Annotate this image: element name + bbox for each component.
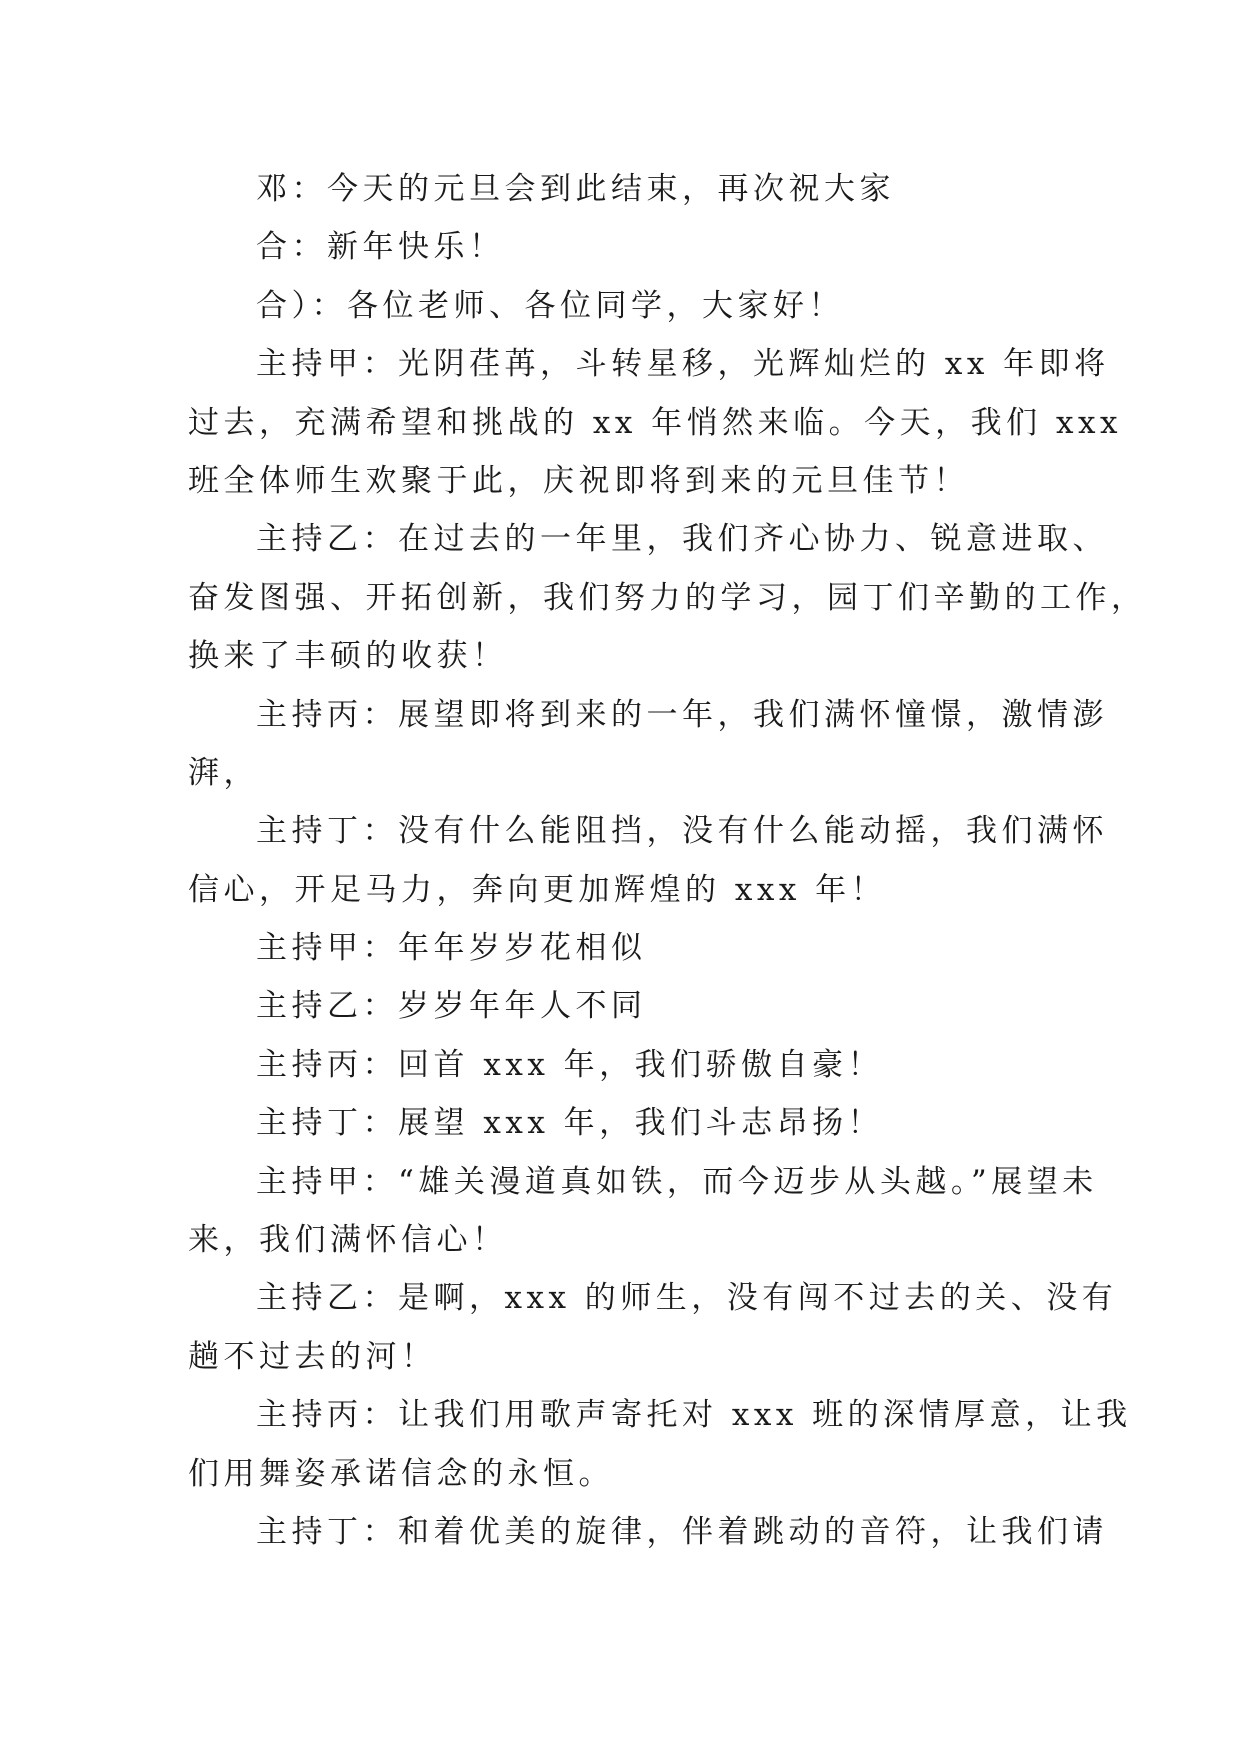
text-line: 趟不过去的河！ bbox=[188, 1338, 437, 1375]
text-line: 信心，开足马力，奔向更加辉煌的 xxx 年！ bbox=[188, 871, 887, 908]
text-line: 主持乙：是啊，xxx 的师生，没有闯不过去的关、没有 bbox=[256, 1280, 1118, 1317]
text-line: 换来了丰硕的收获！ bbox=[188, 638, 508, 675]
text-line: 过去，充满希望和挑战的 xx 年悄然来临。今天，我们 xxx bbox=[188, 404, 1122, 441]
text-line: 主持丁：展望 xxx 年，我们斗志昂扬！ bbox=[256, 1105, 884, 1142]
text-line: 奋发图强、开拓创新，我们努力的学习，园丁们辛勤的工作， bbox=[188, 579, 1147, 616]
text-line: 主持丙：让我们用歌声寄托对 xxx 班的深情厚意，让我 bbox=[256, 1397, 1132, 1434]
text-line: 湃， bbox=[188, 754, 259, 791]
text-line: 主持丁：和着优美的旋律，伴着跳动的音符，让我们请 bbox=[256, 1513, 1108, 1550]
text-line: 来，我们满怀信心！ bbox=[188, 1222, 508, 1259]
text-line: 主持乙：岁岁年年人不同 bbox=[256, 988, 647, 1025]
text-line: 主持甲：年年岁岁花相似 bbox=[256, 930, 647, 967]
text-line: 班全体师生欢聚于此，庆祝即将到来的元旦佳节！ bbox=[188, 462, 969, 499]
text-line: 们用舞姿承诺信念的永恒。 bbox=[188, 1455, 614, 1492]
text-line: 合：新年快乐！ bbox=[256, 229, 505, 266]
text-line: 合）：各位老师、各位同学，大家好！ bbox=[256, 287, 844, 324]
text-line: 主持丙：回首 xxx 年，我们骄傲自豪！ bbox=[256, 1046, 884, 1083]
script-text-block bbox=[188, 160, 1147, 1561]
text-line: 主持丙：展望即将到来的一年，我们满怀憧憬，激情澎 bbox=[256, 696, 1108, 733]
text-line: 邓：今天的元旦会到此结束，再次祝大家 bbox=[256, 171, 895, 207]
text-line: 主持甲：“雄关漫道真如铁，而今迈步从头越。”展望未 bbox=[256, 1163, 1098, 1200]
text-line: 主持甲：光阴荏苒，斗转星移，光辉灿烂的 xx 年即将 bbox=[256, 346, 1110, 383]
text-line: 主持乙：在过去的一年里，我们齐心协力、锐意进取、 bbox=[256, 521, 1108, 558]
text-line: 主持丁：没有什么能阻挡，没有什么能动摇，我们满怀 bbox=[256, 813, 1108, 850]
